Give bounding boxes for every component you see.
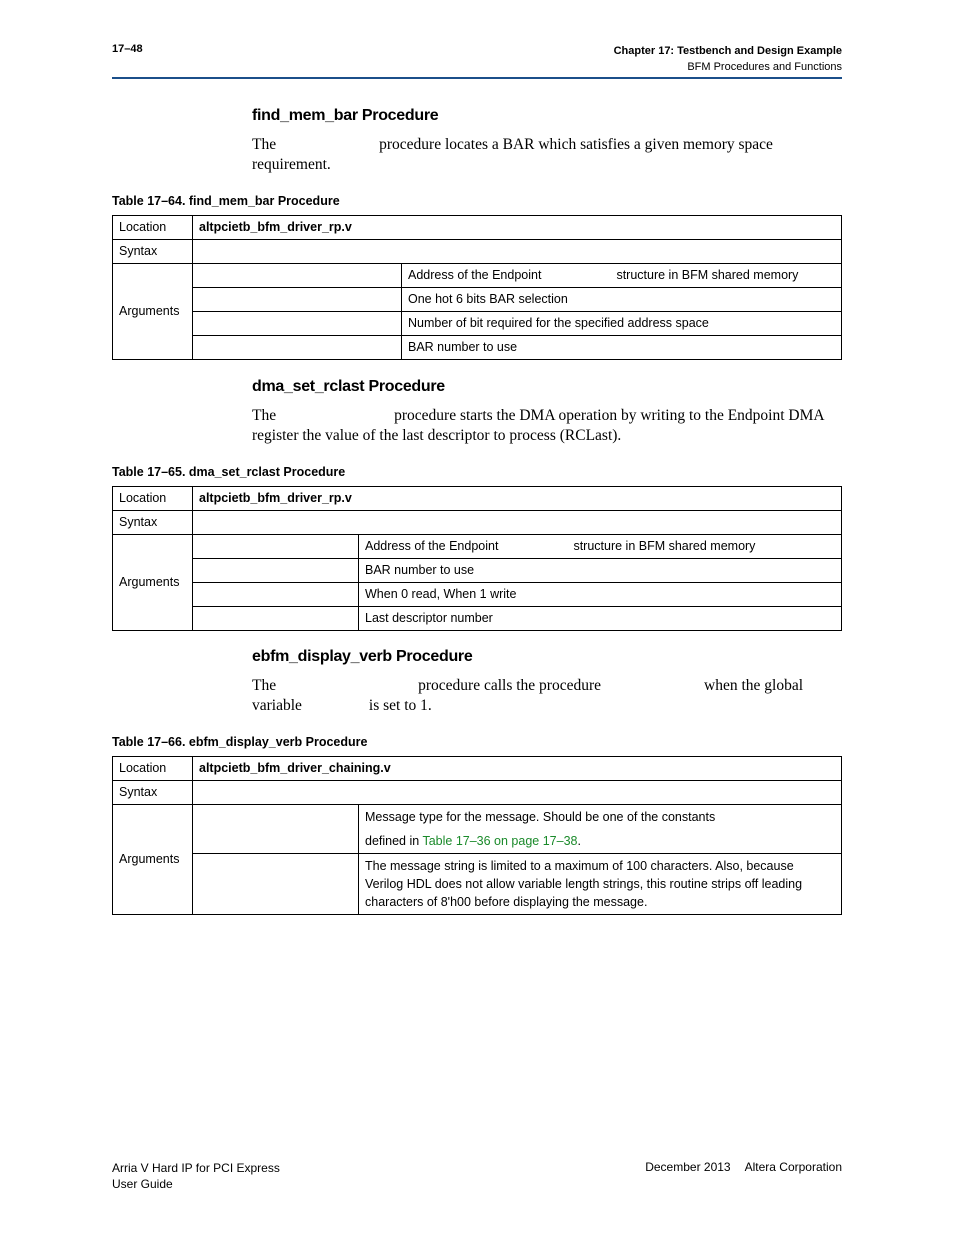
find-mem-bar-table bbox=[112, 215, 842, 360]
argument-name bbox=[193, 535, 359, 559]
table-row bbox=[113, 487, 842, 511]
argument-description: Address of the Endpoint structure in BFM shared memory bbox=[359, 535, 842, 559]
argument-description: Message type for the message. Should be one of the constants defined in Table 17–36 on page 17–38. bbox=[359, 805, 842, 854]
syntax-label: Syntax bbox=[113, 511, 193, 535]
argument-description: The message string is limited to a maximum of 100 characters. Also, because Verilog HDL does not allow variable length strings, this routine strips off leading characters of 8'h00 before displaying the message. bbox=[359, 854, 842, 915]
table-caption-17-66: Table 17–66. ebfm_display_verb Procedure bbox=[112, 735, 368, 749]
table-row bbox=[113, 511, 842, 535]
argument-description: Address of the Endpoint structure in BFM shared memory bbox=[402, 264, 842, 288]
dma-set-rclast-description: The procedure starts the DMA operation by writing to the Endpoint DMA register the value of the last descriptor to process (RCLast). bbox=[252, 407, 824, 444]
syntax-label: Syntax bbox=[113, 240, 193, 264]
argument-name bbox=[193, 336, 402, 360]
argument-name bbox=[193, 264, 402, 288]
argument-description: BAR number to use bbox=[359, 559, 842, 583]
page-number: 17–48 bbox=[112, 43, 143, 55]
arguments-label: Arguments bbox=[113, 535, 193, 631]
dma-set-rclast-heading: dma_set_rclast Procedure bbox=[252, 378, 445, 395]
location-value: altpcietb_bfm_driver_rp.v bbox=[193, 487, 842, 511]
argument-name bbox=[193, 607, 359, 631]
table-row bbox=[113, 559, 842, 583]
arguments-label: Arguments bbox=[113, 805, 193, 915]
syntax-value bbox=[193, 781, 842, 805]
header-rule bbox=[112, 77, 842, 79]
table-row bbox=[113, 583, 842, 607]
para-text: procedure locates a BAR which satisfies a given memory space requirement. bbox=[252, 136, 773, 173]
argument-name bbox=[193, 805, 359, 854]
table-row bbox=[113, 312, 842, 336]
location-label: Location bbox=[113, 757, 193, 781]
argument-description: Number of bit required for the specified address space bbox=[402, 312, 842, 336]
table-caption-17-64: Table 17–64. find_mem_bar Procedure bbox=[112, 194, 340, 208]
table-row bbox=[113, 336, 842, 360]
table-row bbox=[113, 757, 842, 781]
footer-date-company: December 2013 Altera Corporation bbox=[645, 1160, 842, 1174]
footer-doc-title: Arria V Hard IP for PCI Express User Guide bbox=[112, 1161, 280, 1191]
find-mem-bar-description bbox=[252, 135, 842, 175]
table-caption-17-65: Table 17–65. dma_set_rclast Procedure bbox=[112, 465, 346, 479]
table-row bbox=[113, 264, 842, 288]
syntax-value bbox=[193, 511, 842, 535]
ebfm-display-verb-table bbox=[112, 756, 842, 915]
argument-name bbox=[193, 559, 359, 583]
location-label: Location bbox=[113, 487, 193, 511]
ebfm-display-verb-description: The procedure calls the procedure when the global variable is set to 1. bbox=[252, 677, 804, 714]
table-row bbox=[113, 781, 842, 805]
table-row bbox=[113, 535, 842, 559]
arguments-label: Arguments bbox=[113, 264, 193, 360]
argument-description: One hot 6 bits BAR selection bbox=[402, 288, 842, 312]
syntax-label: Syntax bbox=[113, 781, 193, 805]
table-row bbox=[113, 805, 842, 854]
argument-name bbox=[193, 312, 402, 336]
argument-description: Last descriptor number bbox=[359, 607, 842, 631]
location-label: Location bbox=[113, 216, 193, 240]
find-mem-bar-heading: find_mem_bar Procedure bbox=[252, 107, 439, 124]
location-value: altpcietb_bfm_driver_chaining.v bbox=[193, 757, 842, 781]
syntax-value bbox=[193, 240, 842, 264]
para-the: The bbox=[252, 136, 277, 153]
table-row bbox=[113, 607, 842, 631]
dma-set-rclast-table bbox=[112, 486, 842, 631]
table-row bbox=[113, 854, 842, 915]
argument-name bbox=[193, 854, 359, 915]
section-title: BFM Procedures and Functions bbox=[687, 61, 842, 73]
table-row bbox=[113, 240, 842, 264]
table-17-36-link[interactable]: Table 17–36 on page 17–38 bbox=[422, 834, 578, 848]
argument-name bbox=[193, 288, 402, 312]
ebfm-display-verb-heading: ebfm_display_verb Procedure bbox=[252, 648, 473, 665]
chapter-title: Chapter 17: Testbench and Design Example bbox=[613, 45, 842, 57]
argument-description: BAR number to use bbox=[402, 336, 842, 360]
argument-name bbox=[193, 583, 359, 607]
location-value: altpcietb_bfm_driver_rp.v bbox=[193, 216, 842, 240]
table-row bbox=[113, 216, 842, 240]
running-header bbox=[614, 43, 842, 75]
argument-description: When 0 read, When 1 write bbox=[359, 583, 842, 607]
table-row bbox=[113, 288, 842, 312]
